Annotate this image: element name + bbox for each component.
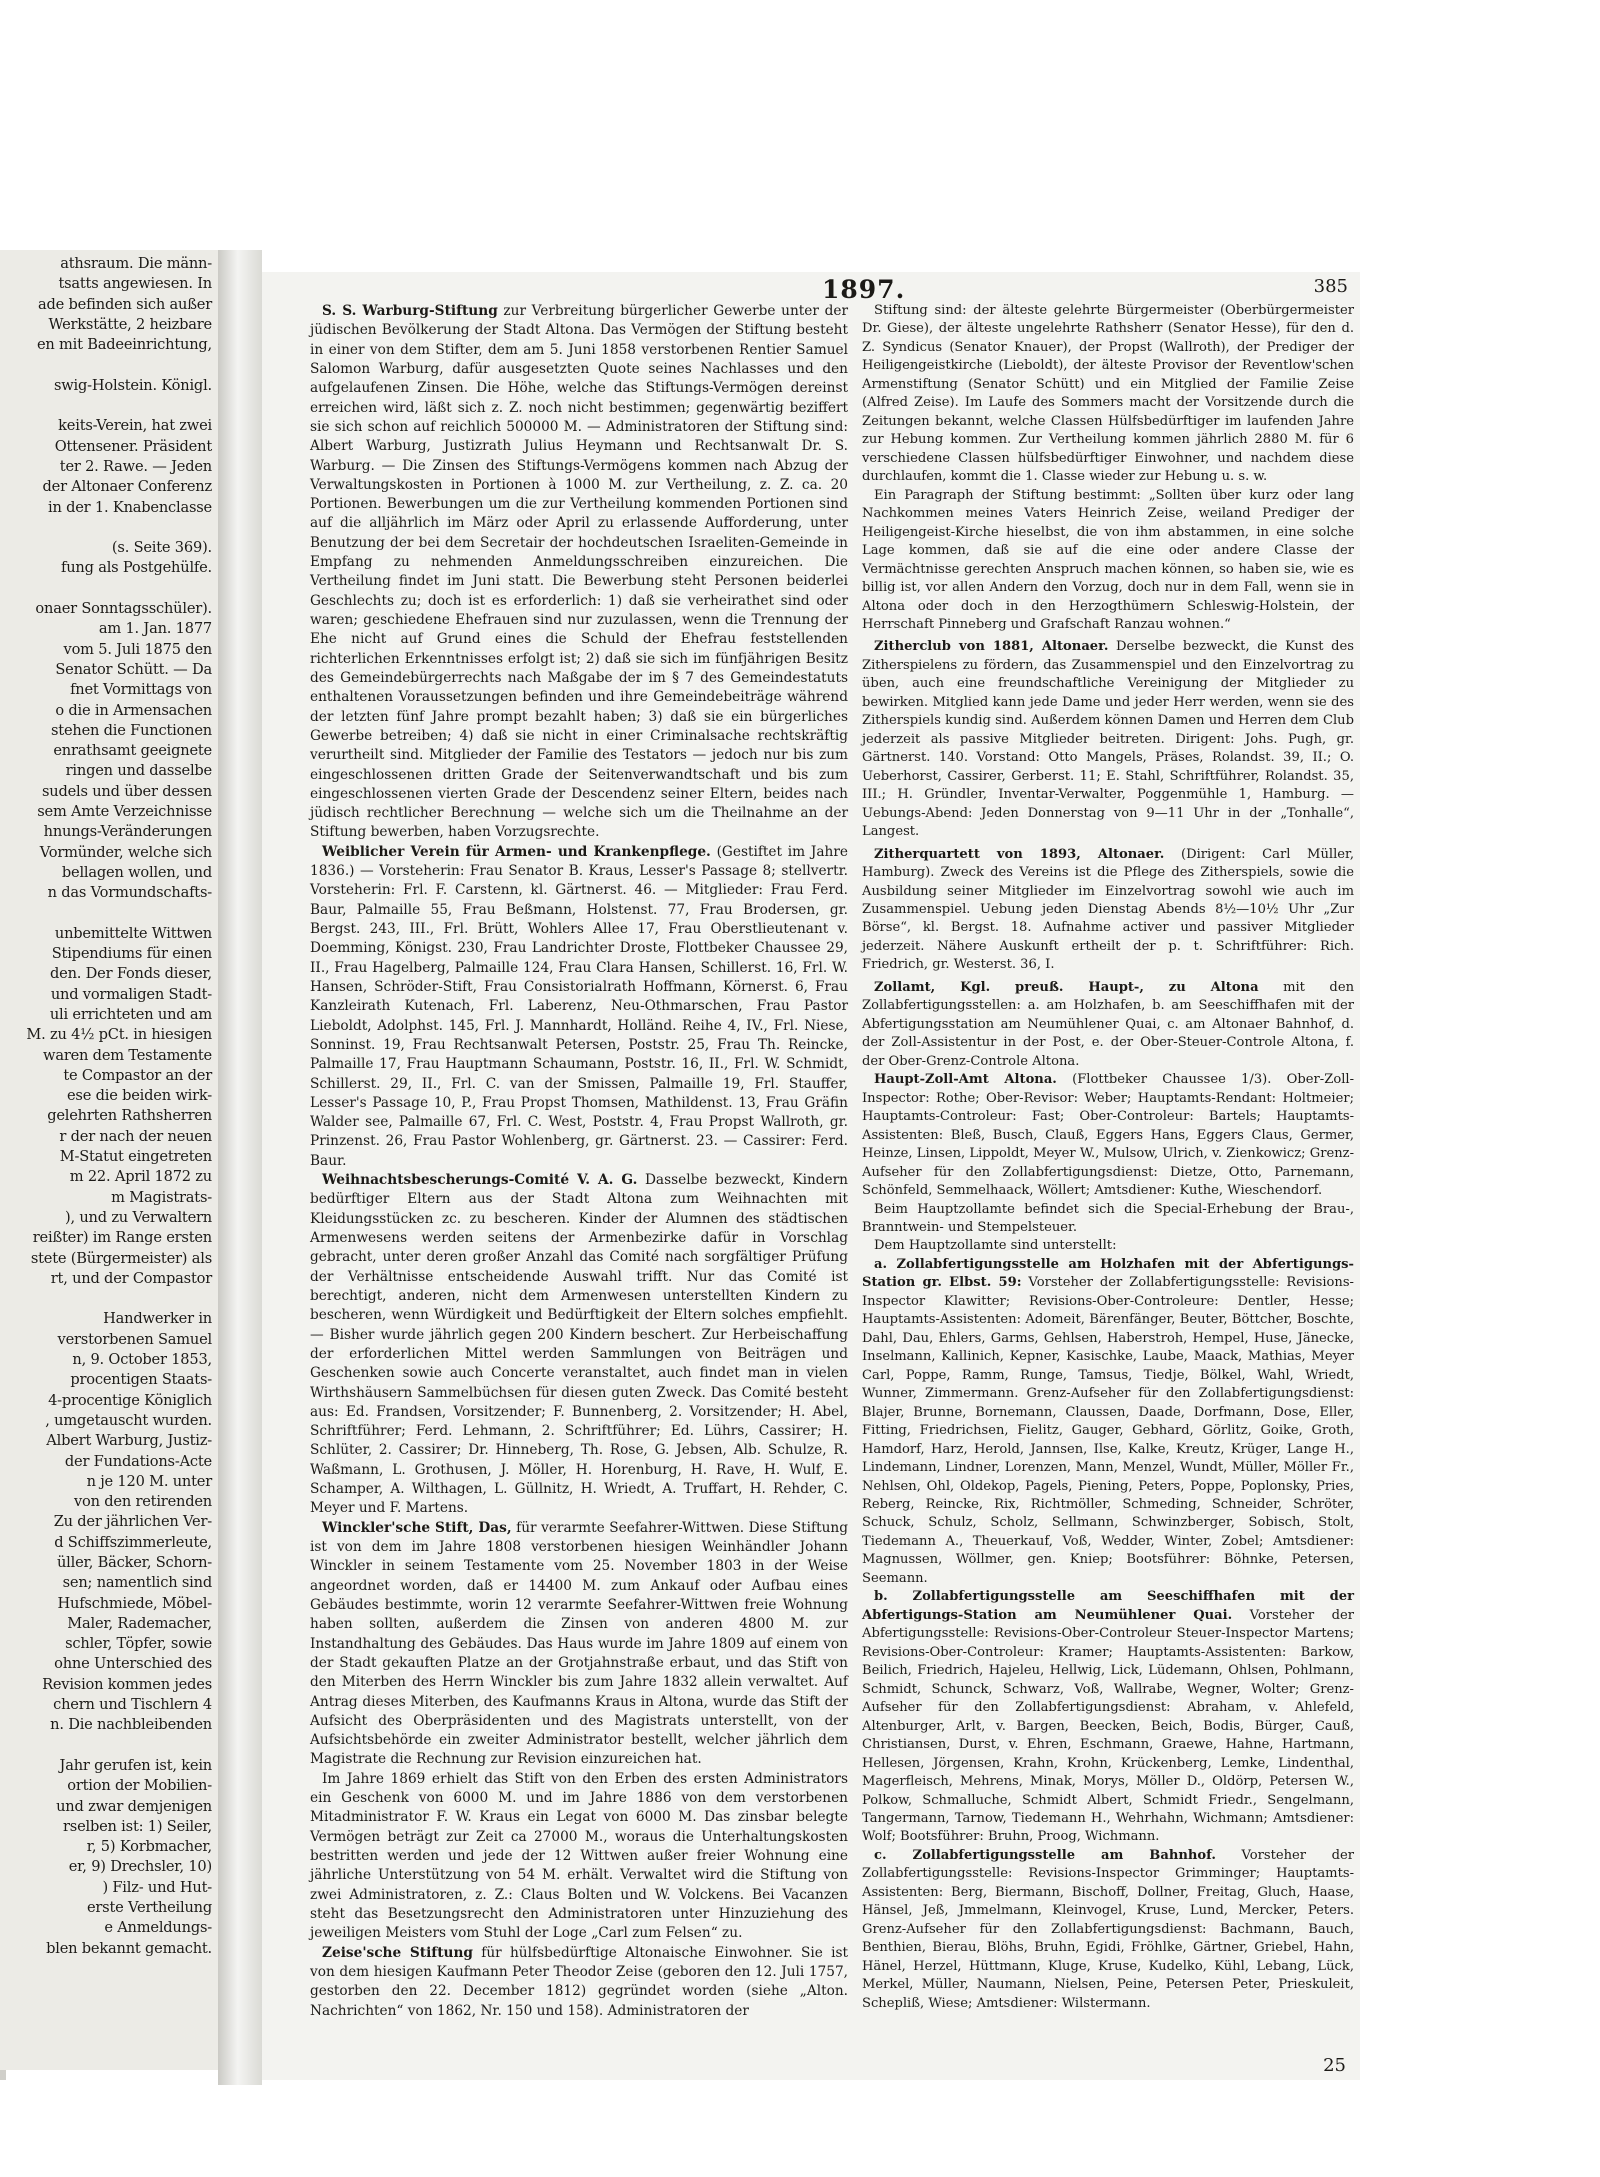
entry-body: mit den Zollabfertigungsstellen: a. am Holzhafen, b. am Seeschiffhafen mit der Abfertigungsstation am Neumühlener Quai, c. am Altonaer Bahnhof, d. der Zoll-Assistentur in der Post, e. der Ober-Steuer-Controle Altona, f. der Ober-Grenz-Controle Altona. [862, 979, 1354, 1069]
entry-winckler-stift [310, 1519, 848, 1770]
entry-title: S. S. Warburg-Stiftung [322, 303, 498, 319]
page-header-year: 1897. [822, 275, 906, 304]
entry-special-erhebung [862, 1201, 1354, 1238]
text-column-right [862, 302, 1354, 2013]
entry-body: für verarmte Seefahrer-Wittwen. Diese Stiftung ist von dem im Jahre 1808 verstorbenen hiesigen Weinhändler Johann Winckler in seinem Testamente vom 25. November 1803 in der Weise angeordnet worden, daß er 14400 M. zum Ankauf oder Aufbau eines Gebäudes bestimmte, worin 12 verarmte Seefahrer-Wittwen freie Wohnung haben sollten, außerdem die Zinsen von anderen 4800 M. zur Instandhaltung des Gebäudes. Das Haus wurde im Jahre 1809 auf einem von der Stadt gekauften Platze an der Grotjahnstraße erbaut, und das Stift von den Miterben des Herrn Winckler bis zum Jahre 1832 allein verwaltet. Auf Antrag dieses Miterben, des Kaufmanns Kraus in Altona, wurde das Stift der Aufsicht des Oberpräsidenten und des Magistrats unterstellt, von der Aufsichtsbehörde ein zweiter Administrator bestellt, welcher jährlich dem Magistrate die Rechnung zur Revision einzureichen hat. [310, 1519, 848, 1768]
entry-body: (Gestiftet im Jahre 1836.) — Vorsteherin: Frau Senator B. Kraus, Lesser's Passage 8; stellvertr. Vorsteherin: Frl. F. Carstenn, kl. Gärtnerst. 46. — Mitglieder: Frau Ferd. Baur, Palmaille 55, Frau Beßmann, Holstenst. 77, Frau Brodersen, gr. Bergst. 243, III., Frl. Brütt, Wohlers Allee 17, Frau Oberstlieutenant v. Doemming, Königst. 230, Frau Landrichter Droste, Flottbeker Chaussee 29, II., Frau Hagelberg, Palmaille 124, Frau Clara Hansen, Schillerst. 16, Frl. W. Hansen, Schröder-Stift, Frau Consistorialrath Hoffmann, Körnerst. 6, Frau Kanzleirath Kutenach, Frl. Laberenz, Neu-Othmarschen, Frau Pastor Lieboldt, Adolphst. 145, Frl. J. Mannhardt, Holländ. Reihe 4, IV., Frl. Niese, Sonninst. 19, Frau Rechtsanwalt Petersen, Poststr. 25, Frau Th. Reincke, Palmaille 17, Frau Hauptmann Schaumann, Poststr. 16, II., Frl. W. Schmidt, Schillerst. 29, II., Frl. C. van der Smissen, Palmaille 19, Frl. Stauffer, Lesser's Passage 10, P., Frau Propst Thomsen, Mathildenst. 13, Frau Gräfin Walder see, Palmaille 67, Frl. C. West, Poststr. 4, Frau Propst Wallroth, gr. Prinzenst. 26, Frau Pastor Wohlenberg, gr. Gärtnerst. 23. — Cassirer: Ferd. Baur. [310, 843, 848, 1169]
entry-body: für hülfsbedürftige Altonaische Einwohner. Sie ist von dem hiesigen Kaufmann Peter Theodor Zeise (geboren den 12. Juli 1757, gestorben den 22. December 1812) gegründet worden (siehe „Alton. Nachrichten“ von 1862, Nr. 150 und 158). Administratoren der [310, 1944, 848, 2019]
entry-zollabfertigung-holzhafen [862, 1256, 1354, 1588]
entry-title: Weihnachtsbescherungs-Comité V. A. G. [322, 1172, 638, 1189]
entry-body: Vorsteher der Zollabfertigungsstelle: Revisions-Inspector Klawitter; Revisions-Ober-Controleure: Dentler, Hesse; Hauptamts-Assistenten: Adomeit, Bärenfänger, Beuter, Böttcher, Boschte, Dahl, Dau, Ehlers, Garms, Gehlsen, Haberstroh, Hempel, Huse, Jänecke, Inselmann, Kallinich, Kepner, Kasischke, Laube, Maack, Mathias, Meyer Carl, Poppe, Ramm, Runge, Tamsus, Tiedje, Bölkel, Wahl, Wriedt, Wunner, Zimmermann. Grenz-Aufseher für den Zollabfertigungsdienst: Blajer, Brunne, Bornemann, Claussen, Daade, Dorfmann, Dose, Eller, Fitting, Friedrichsen, Fielitz, Gauger, Gebhard, Görlitz, Goike, Groth, Hamdorf, Harz, Herold, Jannsen, Ilse, Kalke, Kreutz, Krüger, Lange H., Lindemann, Lindner, Lorenzen, Mann, Menzel, Wundt, Müller, Möller Fr., Nehlsen, Ohl, Oldekop, Pagels, Piening, Peters, Poppe, Poplonsky, Pries, Reberg, Reincke, Rix, Richtmöller, Schmeding, Schneider, Schröter, Schuck, Schulz, Scholz, Sellmann, Schwinzberger, Sobisch, Stolt, Tiedemann A., Theuerkauf, Voß, Wedder, Winter, Zobel; Amtsdiener: Magnussen, Wöllmer, gen. Kniep; Bootsführer: Böhnke, Petersen, Seemann. [862, 1275, 1354, 1586]
entry-title: Zitherquartett von 1893, Altonaer. [874, 846, 1165, 862]
entry-body: Dem Hauptzollamte sind unterstellt: [874, 1238, 1117, 1254]
right-page [262, 272, 1360, 2080]
entry-winckler-stift-continued [310, 1770, 848, 1944]
entry-zollabfertigung-bahnhof [862, 1847, 1354, 2013]
entry-zitherquartett-1893 [862, 846, 1354, 975]
entry-body: Beim Hauptzollamte befindet sich die Special-Erhebung der Brau-, Branntwein- und Stempelsteuer. [862, 1201, 1354, 1235]
entry-zeise-stiftung [310, 1944, 848, 2021]
entry-unterstellt [862, 1237, 1354, 1255]
entry-title: c. Zollabfertigungsstelle am Bahnhof. [874, 1847, 1216, 1863]
entry-title: Zeise'sche Stiftung [322, 1944, 473, 1961]
entry-body: Ein Paragraph der Stiftung bestimmt: „Sollten über kurz oder lang Nachkommen meines Vaters Heinrich Zeise, weiland Prediger der Heiligengeist-Kirche hieselbst, die von ihm abstammen, in eine solche Lage kommen, daß sie auf die eine oder andere Classe der Vermächtnisse gerechten Anspruch machen können, so haben sie, wie es billig ist, vor allen Andern den Vorzug, doch nur in dem Fall, wenn sie in Altona oder doch in den Herzogthümern Schleswig-Holstein, der Herrschaft Pinneberg und Grafschaft Ranzau wohnen.“ [862, 487, 1354, 632]
entry-body: Vorsteher der Abfertigungsstelle: Revisions-Ober-Controleur Steuer-Inspector Martens; Revisions-Ober-Controleur: Kramer; Hauptamts-Assistenten: Barkow, Beilich, Friedrich, Hajeleu, Hellwig, Lick, Lüdemann, Ohlsen, Pohlmann, Schmidt, Schunck, Schwarz, Voß, Wallrabe, Wegner, Wolter; Grenz-Aufseher für den Zollabfertigungsdienst: Abraham, v. Ahlefeld, Altenburger, Arlt, v. Bargen, Beecken, Beich, Bodis, Bürger, Cauß, Christiansen, Durst, v. Ehren, Eschmann, Graewe, Hahne, Hartmann, Hellesen, Jörgensen, Krahn, Krohn, Krückenberg, Lemke, Lindenthal, Magerfleisch, Mehrens, Minak, Morys, Möller D., Oldörp, Petersen W., Polkow, Schmalluche, Schmidt Albert, Schmidt Friedr., Sengelmann, Tangermann, Tarnow, Tiedemann H., Wehrhahn, Wichmann; Amtsdiener: Wolf; Bootsführer: Bruhn, Proog, Wichmann. [862, 1607, 1355, 1845]
book-gutter [218, 250, 262, 2085]
entry-body: (Dirigent: Carl Müller, Hamburg). Zweck des Vereins ist die Pflege des Zitherspiels, sowie die Ausbildung seiner Mitglieder im Einzelvortrag sowohl wie auch im Zusammenspiel. Uebung jeden Dienstag Abends 8½—10½ Uhr „Zur Börse“, kl. Bergst. 18. Aufnahme activer und passiver Mitglieder jederzeit. Nähere Auskunft ertheilt der p. t. Schriftführer: Rich. Friedrich, gr. Westerst. 36, I. [862, 846, 1354, 973]
entry-title: Weiblicher Verein für Armen- und Krankenpflege. [322, 843, 711, 860]
entry-body: Derselbe bezweckt, die Kunst des Zitherspielens zu fördern, das Zusammenspiel und den Einzelvortrag zu üben, auch eine freundschaftliche Vereinigung der Mitglieder zu bewirken. Mitglied kann jede Dame und jeder Herr werden, wenn sie des Zitherspiels kundig sind. Außerdem können Damen und Herren dem Club jederzeit als passive Mitglieder beitreten. Dirigent: Johs. Pugh, gr. Gärtnerst. 140. Vorstand: Otto Mangels, Präses, Rolandst. 39, II.; O. Ueberhorst, Cassirer, Gerberst. 11; E. Stahl, Schriftführer, Rolandst. 35, III.; H. Gründler, Inventar-Verwalter, Poggenmühle 1, Hamburg. — Uebungs-Abend: Jeden Donnerstag von 9—11 Uhr in der „Tonhalle“, Langest. [862, 639, 1354, 840]
page-header-number: 385 [1313, 276, 1348, 297]
left-page-fragment [0, 250, 218, 2070]
entry-zeise-paragraph [862, 487, 1354, 635]
entry-zollabfertigung-seeschiffhafen [862, 1588, 1354, 1847]
entry-title: Zollamt, Kgl. preuß. Haupt-, zu Altona [874, 979, 1259, 995]
entry-title: b. Zollabfertigungsstelle am Seeschiffhafen mit der Abfertigungs-Station am Neumühlener Quai. [862, 1589, 1354, 1623]
entry-zitherclub-1881 [862, 638, 1354, 841]
entry-warburg-stiftung [310, 302, 848, 843]
left-page-text: athsraum. Die männ- tsatts angewiesen. In ade befinden sich außer Werkstätte, 2 heizbare en mit Badeeinrichtung, swig-Holstein. Königl. keits-Verein, hat zwei Ottensener. Präsident ter 2. Rawe. — Jeden der Altonaer Conferenz in der 1. Knabenclasse (s. Seite 369). fung als Postgehülfe. onaer Sonntagsschüler). am 1. Jan. 1877 vom 5. Juli 1875 den Senator Schütt. — Da fnet Vormittags von o die in Armensachen stehen die Functionen enrathsamt geeignete ringen und dasselbe sudels und über dessen sem Amte Verzeichnisse hnungs-Veränderungen Vormünder, welche sich bellagen wollen, und n das Vormundschafts- unbemittelte Wittwen Stipendiums für einen den. Der Fonds dieser, und vormaligen Stadt- uli errichteten und am M. zu 4½ pCt. in hiesigen waren dem Testamente te Compastor an der ese die beiden wirk- gelehrten Rathsherren r der nach der neuen M-Statut eingetreten m 22. April 1872 zu m Magistrats- ), und zu Verwaltern reißter) im Range ersten stete (Bürgermeister) als rt, und der Compastor Handwerker in verstorbenen Samuel n, 9. October 1853, procentigen Staats- 4-procentige Königlich , umgetauscht wurden. Albert Warburg, Justiz- der Fundations-Acte n je 120 M. unter von den retirenden Zu der jährlichen Ver- d Schiffszimmerleute, üller, Bäcker, Schorn- sen; namentlich sind Hufschmiede, Möbel- Maler, Rademacher, schler, Töpfer, sowie ohne Unterschied des Revision kommen jedes chern und Tischlern 4 n. Die nachbleibenden Jahr gerufen ist, kein ortion der Mobilien- und zwar demjenigen rselben ist: 1) Seiler, r, 5) Korbmacher, er, 9) Drechsler, 10) ) Filz- und Hut- erste Vertheilung e Anmeldungs- blen bekannt gemacht. [26, 255, 212, 1957]
text-column-left [310, 302, 848, 2021]
entry-weihnachtsbescherung [310, 1171, 848, 1519]
entry-body: Im Jahre 1869 erhielt das Stift von den Erben des ersten Administrators ein Geschenk von 6000 M. und im Jahre 1886 von dem verstorbenen Mitadministrator F. W. Kraus ein Legat von 6000 M. Das zinsbar belegte Vermögen beträgt zur Zeit ca 27000 M., woraus die Unterhaltungskosten bestritten werden und jede der 12 Wittwen außer freier Wohnung eine jährliche Unterstützung von 54 M. erhält. Verwaltet wird die Stiftung von zwei Administratoren, z. Z.: Claus Bolten und W. Volckens. Bei Vacanzen steht das Besetzungsrecht den Administratoren unter Hinzuziehung des jeweiligen Meisters vom Stuhl der Loge „Carl zum Felsen“ zu. [310, 1770, 848, 1942]
entry-title: Haupt-Zoll-Amt Altona. [874, 1072, 1057, 1088]
entry-zeise-stiftung-continued [862, 302, 1354, 487]
entry-body: Vorsteher der Zollabfertigungsstelle: Revisions-Inspector Grimminger; Hauptamts-Assistenten: Berg, Biermann, Bischoff, Dollner, Freitag, Gluch, Haase, Hänsel, Jeß, Jmmelmann, Kleinvogel, Kruse, Lund, Mercker, Peters. Grenz-Aufseher für den Zollabfertigungsdienst: Bachmann, Bauch, Benthien, Bierau, Blöhs, Bruhn, Egidi, Fröhlke, Gärtner, Griebel, Hahn, Hänel, Herzel, Hüttmann, Kluge, Kruse, Kudelko, Kühl, Lebang, Lück, Merkel, Müller, Naumann, Nielsen, Peine, Petersen Peter, Prieskuleit, Schepliß, Wiese; Amtsdiener: Wilstermann. [862, 1847, 1355, 2011]
entry-title: Zitherclub von 1881, Altonaer. [874, 639, 1109, 655]
entry-title: Winckler'sche Stift, Das, [322, 1519, 512, 1536]
entry-title: a. Zollabfertigungsstelle am Holzhafen mit der Abfertigungs-Station gr. Elbst. 59: [862, 1256, 1354, 1291]
entry-body: (Flottbeker Chaussee 1/3). Ober-Zoll-Inspector: Rothe; Ober-Revisor: Weber; Hauptamts-Rendant: Holtmeier; Hauptamts-Controleur: Fast; Ober-Controleur: Bartels; Hauptamts-Assistenten: Bleß, Busch, Clauß, Eggers Hans, Eggers Claus, Germer, Heinze, Linsen, Lippoldt, Meyer W., Mulsow, Ulrich, v. Zienkowicz; Grenz-Aufseher für den Zollabfertigungsdienst: Dietze, Otto, Parnemann, Schönfeld, Semmelhaack, Wöllert; Amtsdiener: Kuthe, Wieschendorf. [862, 1072, 1354, 1199]
entry-zollamt [862, 979, 1354, 1071]
entry-haupt-zoll-amt [862, 1071, 1354, 1200]
entry-body: zur Verbreitung bürgerlicher Gewerbe unter der jüdischen Bevölkerung der Stadt Altona. Das Vermögen der Stiftung besteht in einer von dem Stifter, dem am 5. Juni 1858 verstorbenen Rentier Samuel Salomon Warburg, dafür ausgesetzten Quote seines Nachlasses und den aufgelaufenen Zinsen. Die Höhe, welche das Stiftungs-Vermögen dereinst erreichen wird, läßt sich z. Z. noch nicht bestimmen; gegenwärtig beziffert sie sich schon auf reichlich 500000 M. — Administratoren der Stiftung sind: Albert Warburg, Justizrath Julius Heymann und Rechtsanwalt Dr. S. Warburg. — Die Zinsen des Stiftungs-Vermögens kommen nach Abzug der Verwaltungskosten in Portionen à 1000 M. zur Vertheilung, z. Z. ca. 20 Portionen. Bewerbungen um die zur Vertheilung kommenden Portionen sind auf die alljährlich im März oder April zu erlassende Aufforderung, unter Benutzung der bei dem Secretair der hochdeutschen Israeliten-Gemeinde in Empfang zu nehmenden Anmeldungsschreiben einzureichen. Die Vertheilung findet im Juni statt. Die Bewerbung steht Personen beiderlei Geschlechts zu; doch ist es erforderlich: 1) daß sie verheirathet sind oder waren; geschiedene Ehefrauen sind nur zuzulassen, wenn die Trennung der Ehe nicht auf Grund eines die Schuld der Ehefrau feststellenden richterlichen Erkenntnisses erfolgt ist; 2) daß sie sich im fünfjährigen Besitz des Gemeindebürgerrechts nach Maßgabe der im § 7 des Gemeindestatuts enthaltenen Voraussetzungen befinden und ihre Gemeindebeiträge während der letzten fünf Jahre prompt bezahlt haben; 3) daß sie ein bürgerliches Gewerbe betreiben; 4) daß sie nicht in einer Criminalsache rechtskräftig verurtheilt sind. Mitglieder der Familie des Testators — jedoch nur bis zum eingeschlossenen dritten Grade der Seitenverwandtschaft und bis zum eingeschlossenen vierten Grade der Descendenz seiner Eltern, beides nach jüdisch rechtlicher Berechnung — welche sich um die Theilnahme an der Stiftung bewerben, haben Vorzugsrechte. [310, 303, 848, 841]
page-footer-number: 25 [1323, 2055, 1346, 2076]
entry-weiblicher-verein [310, 843, 848, 1171]
entry-body: Dasselbe bezweckt, Kindern bedürftiger Eltern aus der Stadt Altona zum Weihnachten mit Kleidungsstücken zc. zu bescheren. Kinder der Alumnen des städtischen Armenwesens werden seitens der Armenbezirke dafür in Vorschlag gebracht, unter deren großer Anzahl das Comité nach sorgfältiger Prüfung der Verhältnisse entscheidende Auswahl trifft. Nur das Comité ist berechtigt, anderen, nicht dem Armenwesen unterstellten Kindern zu bescheren, wenn Würdigkeit und Bedürftigkeit der Eltern solches empfiehlt. — Bisher wurde jährlich gegen 200 Kindern beschert. Zur Herbeischaffung der erforderlichen Mittel werden Sammlungen von Beiträgen und Geschenken sowie auch Concerte veranstaltet, auch findet man in vielen Wirthshäusern Sammelbüchsen für diesen guten Zweck. Das Comité besteht aus: Ed. Frandsen, Vorsitzender; F. Bunnenberg, 2. Vorsitzender; H. Abel, Schriftführer; Ferd. Lehmann, 2. Schriftführer; Ed. Lührs, Cassirer; H. Schlüter, 2. Cassirer; Dr. Hinneberg, Th. Rose, G. Jebsen, Alb. Schulze, R. Waßmann, L. Grothusen, J. Möller, H. Horenburg, H. Rave, H. Wulf, E. Schamper, A. Wilthagen, L. Güllnitz, H. Wriedt, A. Truffart, H. Rehder, C. Meyer und F. Martens. [310, 1172, 848, 1517]
entry-body: Stiftung sind: der älteste gelehrte Bürgermeister (Oberbürgermeister Dr. Giese), der älteste ungelehrte Rathsherr (Senator Hesse), für den d. Z. Syndicus (Senator Knauer), der Propst (Wallroth), der Prediger der Heiligengeistkirche (Lieboldt), der älteste Provisor der Reventlow'schen Armenstiftung (Senator Schütt) und ein Mitglied der Familie Zeise (Alfred Zeise). Im Laufe des Sommers macht der Vorsitzende durch die Zeitungen bekannt, welche Classen Hülfsbedürftiger im laufenden Jahre zur Hebung kommen. Zur Vertheilung kommen jährlich 2880 M. für 6 verschiedene Classen hülfsbedürftiger Einwohner, und nachdem diese durchlaufen, kommt die 1. Classe wieder zur Hebung u. s. w. [862, 303, 1354, 485]
